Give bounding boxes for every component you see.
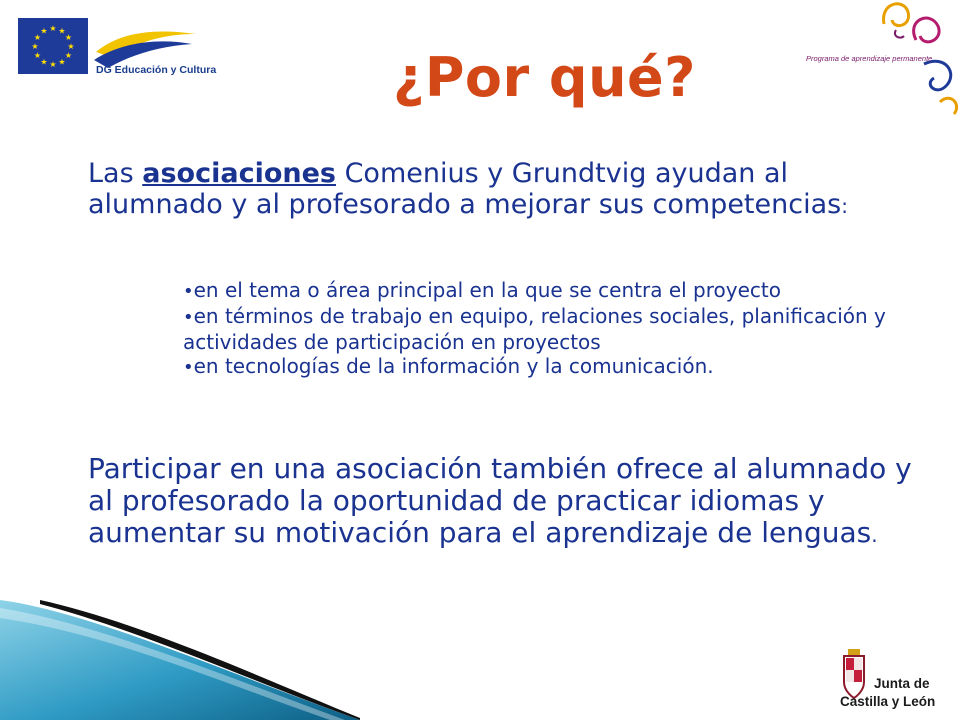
participation-text: Participar en una asociación también ofrece al alumnado y al profesorado la oportunidad de practicar idiomas y aumentar su motivación para el aprendizaje de lenguas (88, 452, 912, 549)
lifelong-learning-programme-label: Programa de aprendizaje permanente (806, 54, 933, 63)
slide-title: ¿Por qué? (393, 46, 696, 109)
list-item-text: en tecnologías de la información y la comunicación. (193, 354, 714, 378)
competencies-list (183, 278, 913, 380)
list-item-text: en el tema o área principal en la que se centra el proyecto (193, 278, 781, 302)
svg-text:★: ★ (64, 33, 73, 42)
intro-paragraph (88, 158, 908, 222)
svg-text:★: ★ (33, 51, 42, 60)
svg-text:★: ★ (49, 24, 57, 33)
junta-logo-line1: Junta de (874, 676, 930, 691)
dg-education-culture-label: DG Educación y Cultura (96, 64, 217, 76)
bullet-marker: • (183, 307, 194, 328)
junta-logo-line2: Castilla y León (840, 694, 936, 709)
intro-colon: : (841, 194, 848, 218)
intro-text-after: Comenius y Grundtvig ayudan al alumnado y al profesorado a mejorar sus competencias (88, 158, 842, 220)
list-item (183, 304, 913, 354)
list-item (183, 354, 913, 380)
participation-period: . (871, 523, 878, 547)
svg-text:★: ★ (67, 42, 75, 51)
list-item-text: en términos de trabajo en equipo, relaciones sociales, planificación y actividades de participación en proyectos (183, 304, 886, 354)
bullet-marker: • (183, 281, 194, 302)
svg-text:★: ★ (58, 26, 66, 36)
list-item (183, 278, 913, 304)
svg-text:★: ★ (64, 51, 73, 60)
svg-text:★: ★ (58, 57, 66, 67)
svg-text:★: ★ (33, 33, 42, 42)
eu-flag-logo (18, 18, 88, 74)
asociaciones-link[interactable]: asociaciones (142, 158, 336, 189)
svg-text:★: ★ (31, 42, 39, 51)
participation-paragraph (88, 453, 928, 551)
decorative-swoosh (0, 600, 360, 720)
svg-text:★: ★ (40, 57, 48, 67)
bullet-marker: • (183, 357, 194, 378)
intro-text-before: Las (88, 158, 143, 189)
svg-text:★: ★ (49, 60, 57, 69)
svg-text:★: ★ (40, 26, 48, 36)
